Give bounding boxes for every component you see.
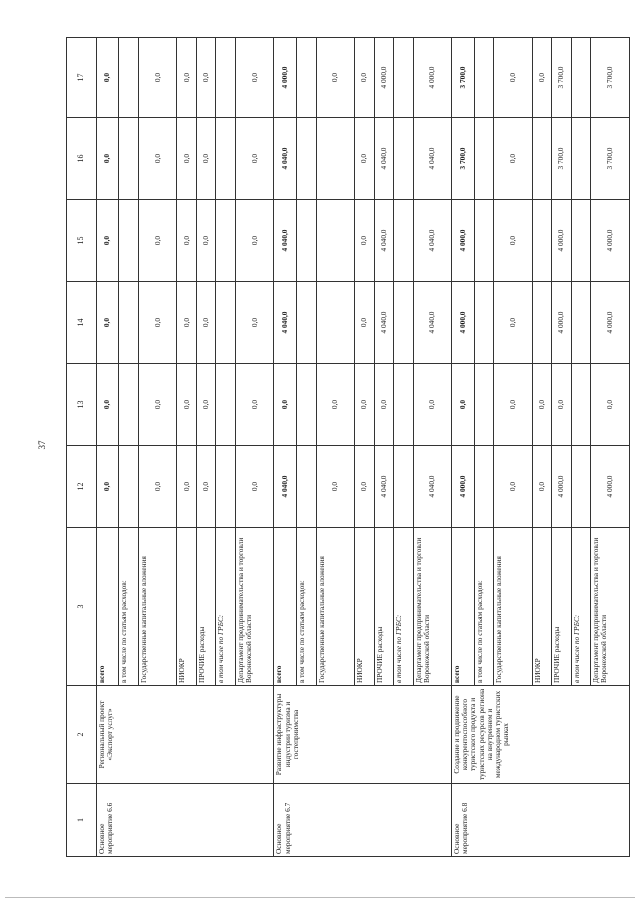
expense-label: в том числе по ГРБС: bbox=[216, 528, 236, 686]
value-cell: 0,0 bbox=[355, 446, 375, 528]
value-cell: 4 040,0 bbox=[413, 446, 451, 528]
measure-code: Основное мероприятие 6.6 bbox=[96, 784, 274, 857]
expense-label: Государственные капитальные вложения bbox=[316, 528, 354, 686]
value-cell bbox=[474, 200, 494, 282]
column-header: 12 bbox=[67, 446, 97, 528]
value-cell bbox=[297, 38, 317, 118]
value-cell: 3 700,0 bbox=[452, 118, 475, 200]
value-cell: 4 040,0 bbox=[374, 118, 394, 200]
value-cell: 0,0 bbox=[552, 364, 572, 446]
expense-label: Департамент предпринимательства и торговли Воронежской области bbox=[413, 528, 451, 686]
value-cell bbox=[216, 282, 236, 364]
value-cell: 0,0 bbox=[138, 282, 176, 364]
column-header: 17 bbox=[67, 38, 97, 118]
value-cell bbox=[394, 282, 414, 364]
value-cell: 0,0 bbox=[355, 38, 375, 118]
value-cell: 0,0 bbox=[316, 364, 354, 446]
value-cell bbox=[216, 364, 236, 446]
value-cell: 0,0 bbox=[235, 38, 273, 118]
value-cell: 0,0 bbox=[494, 446, 532, 528]
value-cell: 0,0 bbox=[177, 446, 197, 528]
expense-label: Государственные капитальные вложения bbox=[494, 528, 532, 686]
expense-label: всего bbox=[96, 528, 119, 686]
value-cell: 0,0 bbox=[196, 118, 216, 200]
table-row bbox=[452, 38, 475, 857]
value-cell: 0,0 bbox=[413, 364, 451, 446]
expense-label: НИОКР bbox=[177, 528, 197, 686]
value-cell: 4 000,0 bbox=[413, 38, 451, 118]
value-cell: 4 000,0 bbox=[274, 38, 297, 118]
value-cell bbox=[474, 38, 494, 118]
value-cell bbox=[571, 38, 591, 118]
value-cell: 0,0 bbox=[96, 446, 119, 528]
value-cell bbox=[297, 364, 317, 446]
column-header: 14 bbox=[67, 282, 97, 364]
value-cell bbox=[394, 38, 414, 118]
value-cell: 0,0 bbox=[494, 38, 532, 118]
value-cell bbox=[474, 364, 494, 446]
value-cell: 0,0 bbox=[96, 364, 119, 446]
value-cell: 0,0 bbox=[96, 38, 119, 118]
value-cell: 0,0 bbox=[355, 364, 375, 446]
value-cell bbox=[119, 118, 139, 200]
value-cell bbox=[394, 200, 414, 282]
value-cell: 0,0 bbox=[196, 38, 216, 118]
value-cell: 4 000,0 bbox=[591, 282, 630, 364]
value-cell: 0,0 bbox=[177, 200, 197, 282]
measure-name: Региональный проект «Экспорт услуг» bbox=[96, 686, 274, 784]
value-cell bbox=[216, 446, 236, 528]
page-number: 37 bbox=[37, 440, 47, 450]
value-cell bbox=[316, 118, 354, 200]
value-cell bbox=[532, 282, 552, 364]
value-cell: 0,0 bbox=[138, 446, 176, 528]
value-cell bbox=[474, 446, 494, 528]
value-cell: 0,0 bbox=[235, 364, 273, 446]
value-cell: 4 000,0 bbox=[452, 446, 475, 528]
expense-label: всего bbox=[274, 528, 297, 686]
value-cell: 0,0 bbox=[196, 446, 216, 528]
value-cell: 0,0 bbox=[316, 38, 354, 118]
value-cell: 0,0 bbox=[196, 200, 216, 282]
value-cell: 4 040,0 bbox=[374, 200, 394, 282]
value-cell bbox=[394, 118, 414, 200]
value-cell bbox=[297, 282, 317, 364]
value-cell: 0,0 bbox=[591, 364, 630, 446]
expense-label: ПРОЧИЕ расходы bbox=[196, 528, 216, 686]
value-cell: 0,0 bbox=[196, 282, 216, 364]
value-cell: 0,0 bbox=[177, 118, 197, 200]
value-cell: 4 040,0 bbox=[413, 118, 451, 200]
value-cell bbox=[216, 38, 236, 118]
value-cell: 4 000,0 bbox=[552, 282, 572, 364]
value-cell: 4 000,0 bbox=[452, 200, 475, 282]
value-cell: 0,0 bbox=[138, 38, 176, 118]
value-cell: 4 000,0 bbox=[552, 200, 572, 282]
value-cell bbox=[297, 118, 317, 200]
value-cell bbox=[119, 200, 139, 282]
value-cell: 4 040,0 bbox=[374, 282, 394, 364]
table-row bbox=[274, 38, 297, 857]
value-cell bbox=[119, 282, 139, 364]
value-cell: 4 000,0 bbox=[374, 38, 394, 118]
value-cell: 0,0 bbox=[177, 282, 197, 364]
value-cell: 0,0 bbox=[177, 38, 197, 118]
value-cell: 0,0 bbox=[235, 446, 273, 528]
expense-label: в том числе по статьям расходов: bbox=[119, 528, 139, 686]
expense-label: в том числе по ГРБС: bbox=[394, 528, 414, 686]
value-cell: 3 700,0 bbox=[591, 38, 630, 118]
value-cell bbox=[571, 364, 591, 446]
measure-name: Создание и продвижение конкурентоспособного туристского продукта и туристских ресурсов региона на внутреннем и международном туристских рынках bbox=[452, 686, 630, 784]
value-cell: 0,0 bbox=[532, 446, 552, 528]
value-cell bbox=[394, 446, 414, 528]
value-cell: 0,0 bbox=[96, 282, 119, 364]
budget-table bbox=[66, 37, 630, 857]
column-header: 16 bbox=[67, 118, 97, 200]
expense-label: ПРОЧИЕ расходы bbox=[552, 528, 572, 686]
column-header: 1 bbox=[67, 784, 97, 857]
column-header: 13 bbox=[67, 364, 97, 446]
value-cell: 0,0 bbox=[138, 118, 176, 200]
value-cell: 4 040,0 bbox=[274, 118, 297, 200]
value-cell: 0,0 bbox=[494, 364, 532, 446]
value-cell bbox=[474, 282, 494, 364]
value-cell: 0,0 bbox=[96, 118, 119, 200]
value-cell: 4 000,0 bbox=[552, 446, 572, 528]
expense-label: Департамент предпринимательства и торговли Воронежской области bbox=[591, 528, 630, 686]
value-cell: 0,0 bbox=[138, 200, 176, 282]
bottom-rule bbox=[5, 897, 635, 898]
value-cell: 3 700,0 bbox=[591, 118, 630, 200]
expense-label: ПРОЧИЕ расходы bbox=[374, 528, 394, 686]
value-cell: 0,0 bbox=[494, 282, 532, 364]
value-cell: 0,0 bbox=[374, 364, 394, 446]
table-row bbox=[96, 38, 119, 857]
value-cell: 0,0 bbox=[274, 364, 297, 446]
value-cell: 0,0 bbox=[452, 364, 475, 446]
value-cell bbox=[316, 200, 354, 282]
measure-code: Основное мероприятие 6.8 bbox=[452, 784, 630, 857]
value-cell: 0,0 bbox=[532, 364, 552, 446]
value-cell bbox=[119, 38, 139, 118]
value-cell: 0,0 bbox=[355, 200, 375, 282]
value-cell: 4 000,0 bbox=[452, 282, 475, 364]
expense-label: в том числе по ГРБС: bbox=[571, 528, 591, 686]
value-cell: 0,0 bbox=[235, 282, 273, 364]
rotated-table-container bbox=[66, 38, 630, 857]
value-cell: 0,0 bbox=[532, 38, 552, 118]
value-cell bbox=[571, 282, 591, 364]
column-header: 3 bbox=[67, 528, 97, 686]
measure-name: Развитие инфраструктуры индустрии туризма и гостеприимства bbox=[274, 686, 452, 784]
value-cell bbox=[571, 200, 591, 282]
measure-code: Основное мероприятие 6.7 bbox=[274, 784, 452, 857]
value-cell: 0,0 bbox=[494, 200, 532, 282]
column-header: 2 bbox=[67, 686, 97, 784]
expense-label: НИОКР bbox=[355, 528, 375, 686]
value-cell: 0,0 bbox=[235, 200, 273, 282]
value-cell: 0,0 bbox=[355, 118, 375, 200]
value-cell: 0,0 bbox=[196, 364, 216, 446]
value-cell: 0,0 bbox=[316, 446, 354, 528]
value-cell: 4 040,0 bbox=[274, 200, 297, 282]
expense-label: Государственные капитальные вложения bbox=[138, 528, 176, 686]
value-cell: 4 000,0 bbox=[591, 200, 630, 282]
expense-label: НИОКР bbox=[532, 528, 552, 686]
value-cell: 4 040,0 bbox=[274, 446, 297, 528]
value-cell bbox=[474, 118, 494, 200]
value-cell: 0,0 bbox=[355, 282, 375, 364]
value-cell: 4 040,0 bbox=[413, 282, 451, 364]
value-cell: 4 040,0 bbox=[274, 282, 297, 364]
value-cell bbox=[532, 118, 552, 200]
value-cell: 4 040,0 bbox=[413, 200, 451, 282]
value-cell: 0,0 bbox=[235, 118, 273, 200]
value-cell bbox=[394, 364, 414, 446]
value-cell bbox=[216, 200, 236, 282]
expense-label: в том числе по статьям расходов: bbox=[297, 528, 317, 686]
value-cell bbox=[532, 200, 552, 282]
expense-label: в том числе по статьям расходов: bbox=[474, 528, 494, 686]
value-cell bbox=[119, 364, 139, 446]
value-cell: 3 700,0 bbox=[552, 118, 572, 200]
value-cell: 3 700,0 bbox=[452, 38, 475, 118]
value-cell: 0,0 bbox=[138, 364, 176, 446]
value-cell bbox=[297, 446, 317, 528]
column-header: 15 bbox=[67, 200, 97, 282]
value-cell bbox=[316, 282, 354, 364]
value-cell: 0,0 bbox=[96, 200, 119, 282]
value-cell: 4 000,0 bbox=[591, 446, 630, 528]
value-cell: 0,0 bbox=[494, 118, 532, 200]
value-cell: 4 040,0 bbox=[374, 446, 394, 528]
value-cell bbox=[216, 118, 236, 200]
value-cell bbox=[297, 200, 317, 282]
expense-label: всего bbox=[452, 528, 475, 686]
value-cell: 0,0 bbox=[177, 364, 197, 446]
value-cell bbox=[571, 446, 591, 528]
expense-label: Департамент предпринимательства и торговли Воронежской области bbox=[235, 528, 273, 686]
value-cell: 3 700,0 bbox=[552, 38, 572, 118]
value-cell bbox=[571, 118, 591, 200]
header-row bbox=[67, 38, 97, 857]
value-cell bbox=[119, 446, 139, 528]
